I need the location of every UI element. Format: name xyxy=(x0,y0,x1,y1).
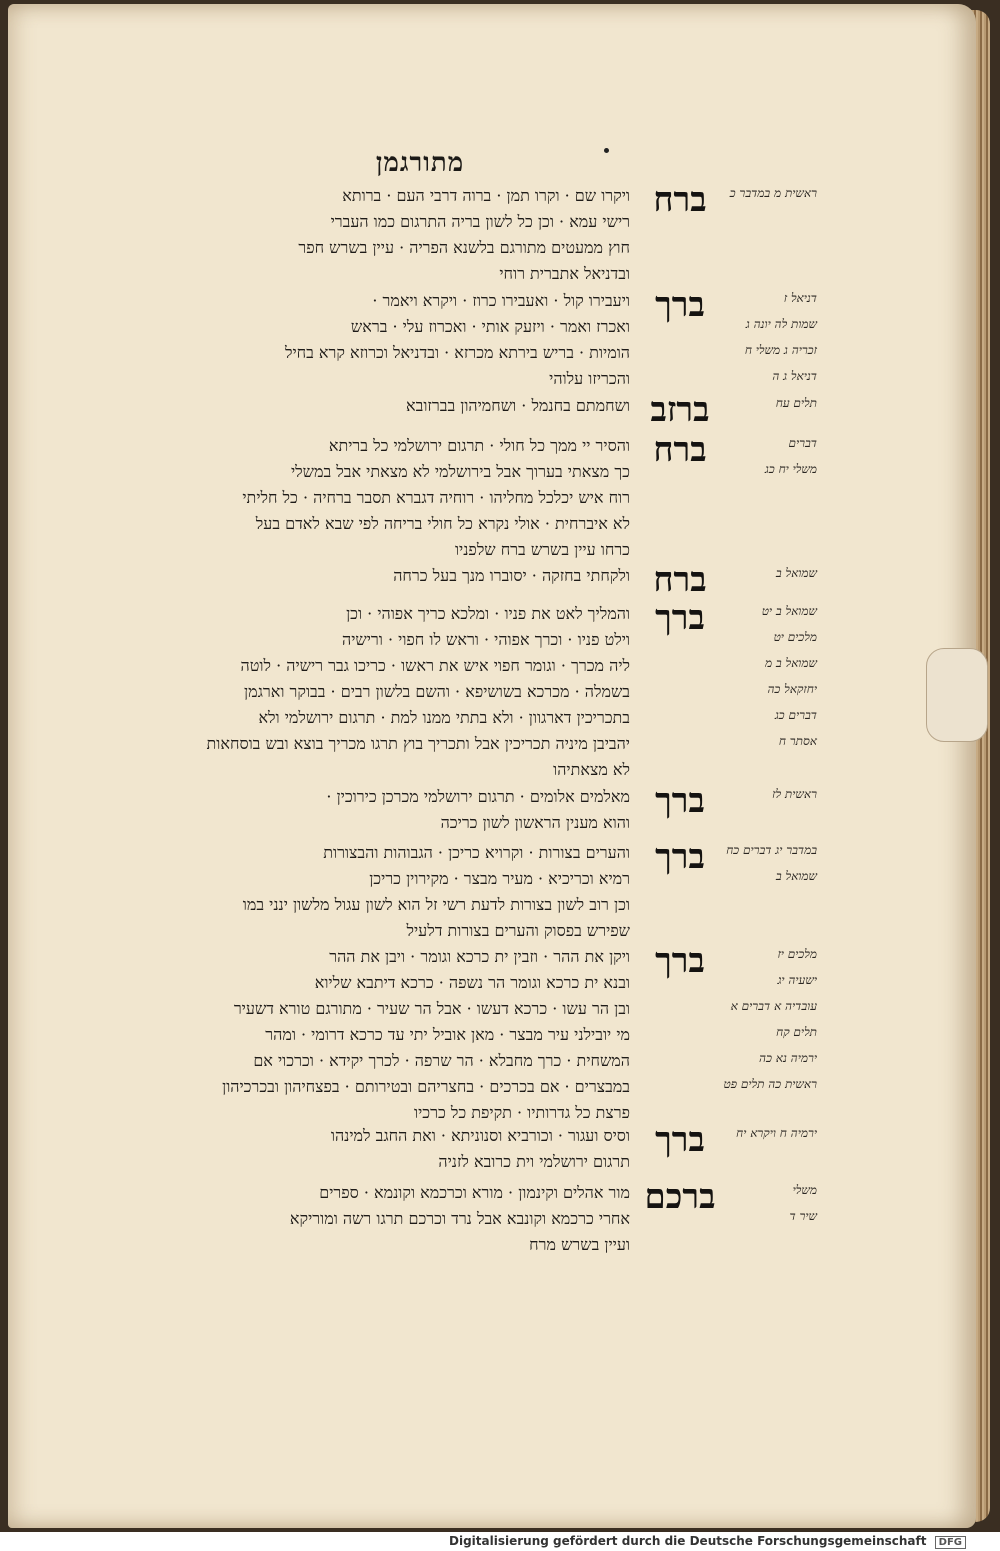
margin-reference: שמואל ב יט xyxy=(761,604,817,618)
entry-lemma: ברך xyxy=(655,941,705,981)
dfg-logo: DFG xyxy=(935,1536,966,1549)
margin-reference: שמואל ב מ xyxy=(764,656,817,670)
margin-reference: מלכים יז xyxy=(777,947,817,961)
entry-text-line: והערים בצורות · וקרויא כריכן · הגבוהות והבצורות xyxy=(323,843,630,862)
margin-reference: דברים כג xyxy=(774,708,817,722)
entry-lemma: ברך xyxy=(655,781,705,821)
entry-text-line: ובדניאל אתברית רוחי xyxy=(499,264,630,283)
entry-lemma: ברח xyxy=(653,560,707,600)
entry-text-line: ואכרז ואמר · ויזעק אותי · ואכרוז עלי · בראש xyxy=(350,317,630,336)
entry-text-line: במבצרים · אם בכרכים · בחצריהם ובטירותם · בפצחיהון ובכרכיהון xyxy=(222,1077,630,1096)
margin-reference: ראשית לז xyxy=(772,787,817,801)
entry-text-line: מאלמים אלומים · תרגום ירושלמי מכרכן כירוכין · xyxy=(326,787,630,806)
entry-lemma: ברך xyxy=(655,598,705,638)
entry-text-line: כרחו עיין בשרש ברח שלפניו xyxy=(454,540,630,559)
entry-text-line: מור אהלים וקינמון · מורא וכרכמא וקונמא · ספרים xyxy=(319,1183,630,1202)
entry-text-line: הומיות · בריש בירתא מכרזא · ובדניאל וכרוזא קרא בחיל xyxy=(284,343,630,362)
margin-reference: ירמיה ח ויקרא יח xyxy=(736,1126,817,1140)
entry-text-line: לא מצאתיהו xyxy=(553,760,630,779)
entry-text-line: תרגום ירושלמי וית כרובא לזניה xyxy=(438,1152,630,1171)
margin-reference: זכריה ג משלי ח xyxy=(744,343,817,357)
footer-credit xyxy=(449,1534,966,1549)
margin-reference: עובדיה א דברים א xyxy=(730,999,817,1013)
entry-text-line: כך מצאתי בערוך אבל בירושלמי לא מצאתי אבל במשלי xyxy=(290,462,630,481)
entry-text-line: ובן הר עשו · כרכא דעשו · אבל הר שעיר · מתורגם טורא דשעיר xyxy=(233,999,630,1018)
page-tab-marker xyxy=(926,648,988,742)
entry-text-line: ושחמתם בחנמל · ושחמיהון בברזובא xyxy=(406,396,630,415)
margin-reference: שיר ד xyxy=(789,1209,817,1223)
margin-reference: מלכים יט xyxy=(773,630,817,644)
entry-text-line: וסיס ועגור · וכורביא וסנוניתא · ואת החגב למינהו xyxy=(330,1126,630,1145)
entry-text-line: והמליך לאט את פניו · ומלכא כריך אפוהי · וכן xyxy=(346,604,630,623)
entry-text-line: וילט פניו · וכרך אפוהי · וראש לו חפוי · ורישיה xyxy=(341,630,630,649)
margin-reference: יחזקאל כה xyxy=(767,682,817,696)
margin-reference: אסתר ח xyxy=(778,734,817,748)
margin-reference: שמואל ב xyxy=(775,566,817,580)
margin-reference: שמואל ב xyxy=(775,869,817,883)
entry-text-line: ויקן את ההר · וזבין ית כרכא וגומר · ויבן את ההר xyxy=(329,947,630,966)
entry-text-line: לא איברחית · אולי נקרא כל חולי בריחה לפי שבא לאדם בעל xyxy=(255,514,630,533)
margin-reference: תלים עח xyxy=(775,396,817,410)
entry-text-line: חוץ ממעטים מתורגם בלשנא הפריה · עיין בשרש חפר xyxy=(298,238,630,257)
margin-reference: דברים xyxy=(788,436,817,450)
entry-text-line: רוח איש יכלכל מחליהו · רוחיה דגברא תסבר ברחיה · כל חליתי xyxy=(242,488,630,507)
entry-lemma: ברח xyxy=(653,180,707,220)
entry-text-line: שפירש בפסוק והערים בצורות דלעיל xyxy=(406,921,630,940)
entry-lemma: ברכם xyxy=(644,1177,716,1217)
margin-reference: שמות לה יונה ג xyxy=(745,317,817,331)
page-header: מתורגמן xyxy=(375,148,465,178)
entry-text-line: והוא מענין הראשון לשון כריכה xyxy=(440,813,630,832)
footer-text: Digitalisierung gefördert durch die Deutsche Forschungsgemeinschaft xyxy=(449,1534,927,1548)
header-dot xyxy=(604,148,609,153)
entry-lemma: ברך xyxy=(655,1120,705,1160)
entry-text-line: רמיא וכריכיא · מעיר מבצר · מקירוין כריכן xyxy=(369,869,630,888)
entry-text-line: ובנא ית כרכא וגומר הר נשפה · כרכא דיתבא שליוא xyxy=(314,973,630,992)
margin-reference: ישעיה יג xyxy=(777,973,817,987)
margin-reference: דניאל ג ה xyxy=(772,369,817,383)
entry-text-line: ויעבירו קול · ואעבירו כרוז · ויקרא ויאמר · xyxy=(372,291,630,310)
margin-reference: משלי יח כג xyxy=(764,462,817,476)
margin-reference: דניאל ז xyxy=(783,291,817,305)
entry-text-line: פרצת כל גדרותיו · תקיפת כל כרכיו xyxy=(413,1103,630,1122)
entry-text-line: בתכריכין דארגוון · ולא בתתי ממנו למת · תרגום ירושלמי ולא xyxy=(258,708,630,727)
entry-text-line: מי יובילני עיר מבצר · מאן אוביל יתי עד כרכא דרומי · ומהר xyxy=(265,1025,630,1044)
entry-text-line: בשמלה · מכרכא בשושיפא · והשם בלשון רבים · בבוקר וארגמן xyxy=(244,682,630,701)
entry-text-line: והכריזו עלוהי xyxy=(549,369,630,388)
entry-text-line: יהביבן מיניה תכריכין אבל ותכריך בוץ תרגו מכריך בוצא ובש בוסחאות xyxy=(206,734,630,753)
entry-text-line: והסיר יי ממך כל חולי · תרגום ירושלמי כל בריתא xyxy=(328,436,630,455)
entry-lemma: ברזב xyxy=(650,390,710,430)
entry-lemma: ברח xyxy=(653,430,707,470)
entry-text-line: ועיין בשרש מרח xyxy=(529,1235,630,1254)
margin-reference: תלים קח xyxy=(776,1025,817,1039)
margin-reference: במדבר יג דברים כח xyxy=(726,843,817,857)
entry-lemma: ברך xyxy=(655,285,705,325)
margin-reference: ראשית כה תלים פט xyxy=(723,1077,817,1091)
margin-reference: ירמיה נא כה xyxy=(759,1051,817,1065)
entry-text-line: ולקחתי בחזקה · יסוברו מנך בעל כרחה xyxy=(393,566,630,585)
entry-text-line: רישי עמא · וכן כל לשון בריה התרגום כמו העברי xyxy=(330,212,630,231)
margin-reference: ראשית מ במדבר כ xyxy=(729,186,817,200)
entry-lemma: ברך xyxy=(655,837,705,877)
margin-reference: משלי xyxy=(792,1183,817,1197)
entry-text-line: ויקרו שם · וקרו תמן · ברוה דרבי העם · ברותא xyxy=(342,186,630,205)
entry-text-line: המשחית · כרך מחבלא · הר שרפה · לכרך יקידא · וכרכוי אם xyxy=(253,1051,630,1070)
entry-text-line: אחרי כרכמא וקונבא אבל נרד וכרכם תרגו רשה ומוריקא xyxy=(289,1209,630,1228)
entry-text-line: ליה מכרך · וגומר חפוי איש את ראשו · כריכו גבר רישיה · לוטה xyxy=(240,656,630,675)
entry-text-line: וכן רוב לשון בצורות לדעת רשי זל הוא לשון עגול מלשון ינני במו xyxy=(242,895,630,914)
